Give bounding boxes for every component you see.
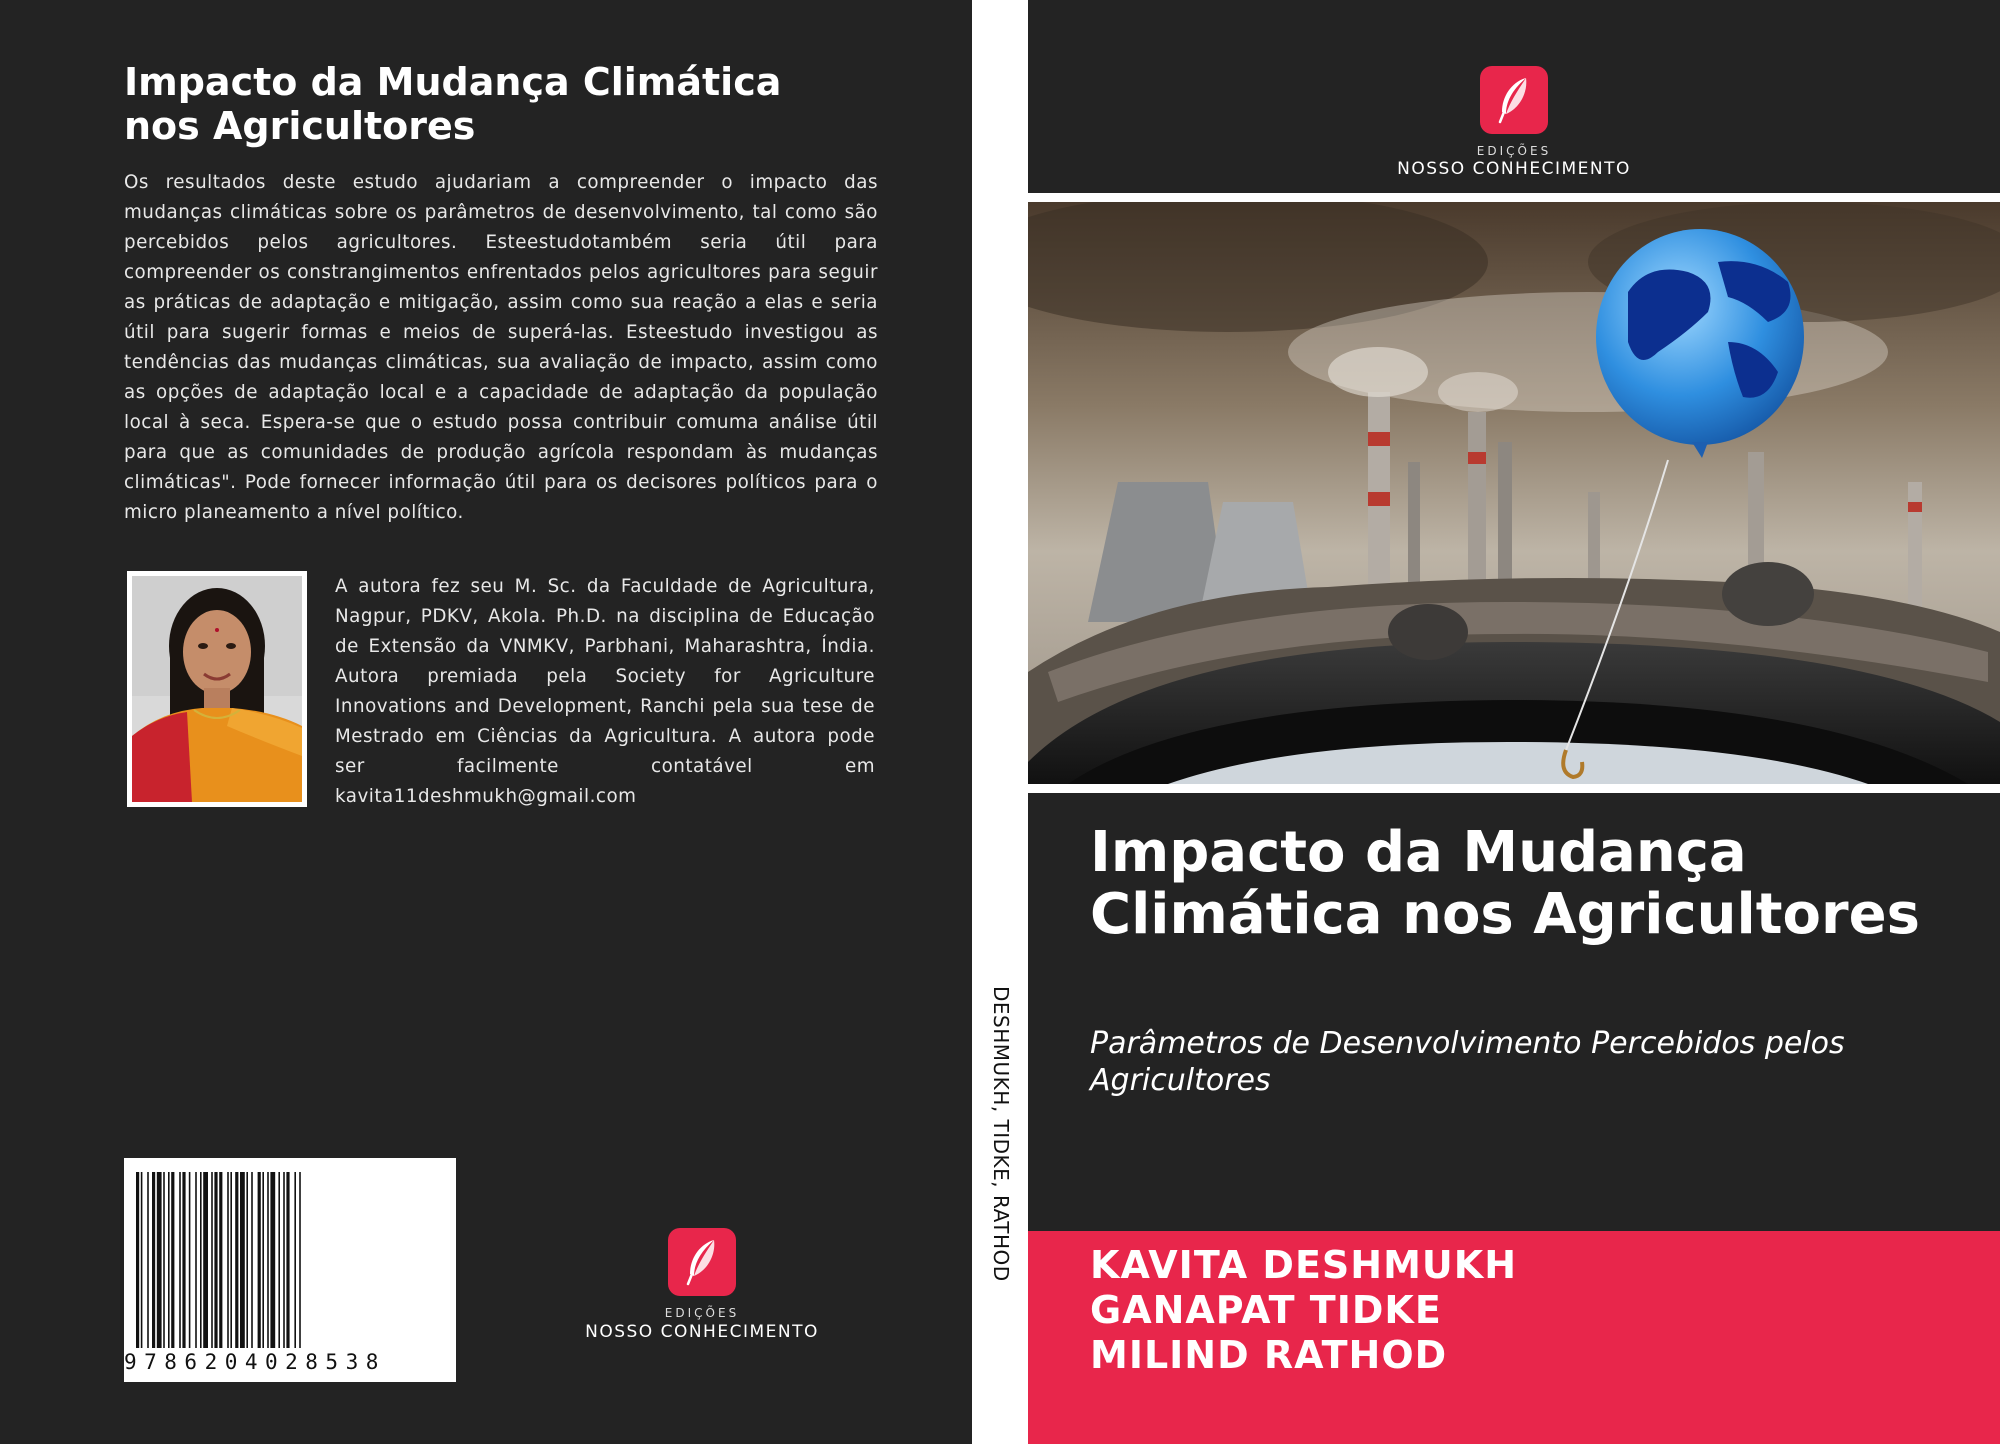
barcode-bar [163, 1172, 165, 1348]
cover-illustration [1028, 193, 2000, 793]
barcode-bar [299, 1172, 301, 1348]
barcode-bar [211, 1172, 213, 1348]
barcode-bar [219, 1172, 222, 1348]
back-cover [0, 0, 972, 1444]
barcode-bar [258, 1172, 261, 1348]
barcode-bar [251, 1172, 253, 1348]
barcode-bar [195, 1172, 197, 1348]
author-list [1090, 1243, 1517, 1378]
barcode-bar [283, 1172, 285, 1348]
author-name: GANAPAT TIDKE [1090, 1288, 1442, 1332]
feather-quill-icon [668, 1228, 736, 1296]
front-cover-title: Impacto da Mudança Climática nos Agricultores [1090, 820, 1920, 947]
book-blurb: Os resultados deste estudo ajudariam a compreender o impacto das mudanças climáticas sobre os parâmetros de desenvolvimento, tal como são percebidos pelos agricultores. Esteestudotambém seria útil para compreender os constrangimentos enfrentados pelos agricultores para seguir as práticas de adaptação e mitigação, assim como sua reação a elas e seria útil para sugerir formas e meios de superá-las. Esteestudo investigou as tendências das mudanças climáticas, sua avaliação de impacto, assim como as opções de adaptação local e a capacidade de adaptação da população local à seca. Espera-se que o estudo possa contribuir comuma análise útil para que as comunidades de produção agrícola respondam às mudanças climáticas". Pode fornecer informação útil para os decisores políticos para o micro planeamento a nível político. [124, 172, 878, 523]
authors-band [1028, 1231, 2000, 1444]
barcode-bar [136, 1172, 139, 1348]
back-publisher-logo [562, 1228, 842, 1342]
barcode-bar [286, 1172, 289, 1348]
barcode-bar [182, 1172, 185, 1348]
barcode-bar [189, 1172, 191, 1348]
barcode-bar [235, 1172, 238, 1348]
author-bio: A autora fez seu M. Sc. da Faculdade de Agricultura, Nagpur, PDKV, Akola. Ph.D. na disciplina de Educação de Extensão da VNMKV, Parbhani, Maharashtra, Índia. Autora premiada pela Society for Agriculture Innovations and Development, Ranchi pela sua tese de Mestrado em Ciências da Agricultura. A autora pode ser facilmente contatável em kavita11deshmukh@gmail.com [335, 576, 875, 807]
feather-quill-icon [1480, 66, 1548, 134]
barcode-bar [270, 1172, 275, 1348]
barcode-bar [246, 1172, 248, 1348]
barcode-bar [267, 1172, 269, 1348]
barcode-bar [240, 1172, 245, 1348]
publisher-imprint-name: NOSSO CONHECIMENTO [585, 1322, 819, 1342]
publisher-imprint-small: EDIÇÕES [664, 1306, 740, 1320]
barcode-bars [132, 1172, 446, 1348]
front-publisher-logo [1374, 66, 1654, 179]
isbn-number: 9786204028538 [124, 1350, 386, 1374]
barcode-bar [278, 1172, 280, 1348]
barcode-bar [230, 1172, 232, 1348]
spine-authors: DESHMUKH, TIDKE, RATHOD [989, 986, 1013, 1282]
barcode-bar [262, 1172, 264, 1348]
front-cover [1028, 0, 2000, 1444]
publisher-imprint-name: NOSSO CONHECIMENTO [1397, 159, 1631, 179]
book-spine [972, 0, 1028, 1444]
author-portrait-image [132, 576, 302, 802]
barcode-bar [179, 1172, 181, 1348]
publisher-imprint-small: EDIÇÕES [1476, 144, 1552, 158]
barcode-bar [203, 1172, 208, 1348]
barcode-bar [168, 1172, 170, 1348]
back-cover-title: Impacto da Mudança Climática nos Agricultores [124, 60, 782, 148]
barcode-bar [147, 1172, 149, 1348]
barcode-bar [214, 1172, 217, 1348]
globe-balloon-factory-image [1028, 202, 2000, 784]
barcode-bar [294, 1172, 296, 1348]
barcode-bar [227, 1172, 229, 1348]
barcode-bar [171, 1172, 174, 1348]
barcode-bar [157, 1172, 162, 1348]
author-photo [127, 571, 307, 807]
author-name: MILIND RATHOD [1090, 1333, 1448, 1377]
front-cover-subtitle: Parâmetros de Desenvolvimento Percebidos pelos Agricultores [1090, 1026, 1845, 1098]
barcode-bar [141, 1172, 143, 1348]
isbn-barcode [124, 1158, 456, 1382]
barcode-bar [152, 1172, 155, 1348]
barcode-bar [200, 1172, 202, 1348]
author-name: KAVITA DESHMUKH [1090, 1243, 1518, 1287]
